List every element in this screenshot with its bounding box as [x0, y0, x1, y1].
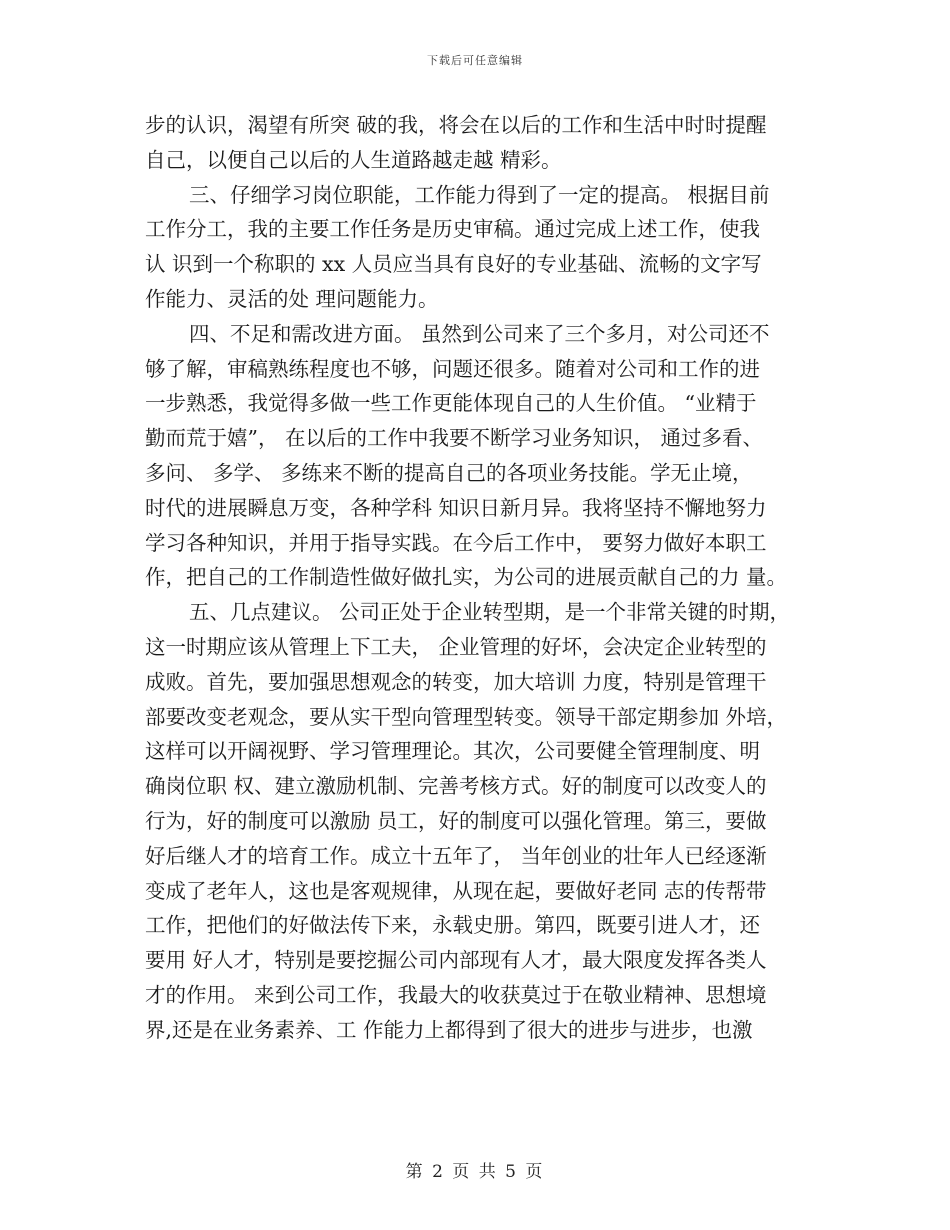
text-line: 作，把自己的工作制造性做好做扎实，为公司的进展贡献自己的力 量。	[145, 565, 788, 590]
text-line: 界,还是在业务素养、工 作能力上都得到了很大的进步与进步，也激	[145, 1017, 753, 1042]
text-line: 确岗位职 权、建立激励机制、完善考核方式。好的制度可以改变人的	[145, 774, 767, 799]
text-line: 作能力、灵活的处 理问题能力。	[145, 286, 439, 311]
section-five-heading-line: 五、几点建议。 公司正处于企业转型期，是一个非常关键的时期，	[189, 600, 791, 625]
text-line: 部要改变老观念，要从实干型向管理型转变。领导干部定期参加 外培，	[145, 704, 788, 729]
text-line: 工作，把他们的好做法传下来，永载史册。第四，既要引进人才，还	[145, 913, 760, 938]
section-three-heading-line: 三、仔细学习岗位职能，工作能力得到了一定的提高。 根据目前	[189, 182, 770, 207]
text-line: 成败。首先，要加强思想观念的转变，加大培训 力度，特别是管理干	[145, 669, 767, 694]
text-line: 一步熟悉，我觉得多做一些工作更能体现自己的人生价值。 “业精于	[145, 391, 757, 416]
page-footer: 第 2 页 共 5 页	[405, 1162, 545, 1182]
body-text	[145, 108, 810, 1048]
text-line: 要用 好人才，特别是要挖掘公司内部现有人才，最大限度发挥各类人	[145, 948, 767, 973]
text-line: 时代的进展瞬息万变，各种学科 知识日新月异。我将坚持不懈地努力	[145, 495, 767, 520]
text-line: 工作分工，我的主要工作任务是历史审稿。通过完成上述工作，使我	[145, 217, 760, 242]
text-line: 这一时期应该从管理上下工夫， 企业管理的好坏，会决定企业转型的	[145, 634, 767, 659]
text-line: 这样可以开阔视野、学习管理理论。其次，公司要健全管理制度、明	[145, 739, 760, 764]
page-header: 下载后可任意编辑	[427, 54, 523, 67]
text-line: 学习各种知识，并用于指导实践。在今后工作中， 要努力做好本职工	[145, 530, 767, 555]
text-line: 好后继人才的培育工作。成立十五年了， 当年创业的壮年人已经逐渐	[145, 843, 767, 868]
text-line: 认 识到一个称职的 xx 人员应当具有良好的专业基础、流畅的文字写	[145, 252, 762, 277]
text-line: 行为，好的制度可以激励 员工，好的制度可以强化管理。第三，要做	[145, 808, 767, 833]
text-line: 步的认识，渴望有所突 破的我，将会在以后的工作和生活中时时提醒	[145, 113, 767, 137]
text-line: 自己，以便自己以后的人生道路越走越 精彩。	[145, 147, 562, 172]
text-line: 勤而荒于嬉”， 在以后的工作中我要不断学习业务知识， 通过多看、	[145, 426, 764, 451]
text-line: 够了解，审稿熟练程度也不够，问题还很多。随着对公司和工作的进	[145, 356, 760, 381]
text-line: 才的作用。 来到公司工作，我最大的收获莫过于在敬业精神、思想境	[145, 982, 767, 1007]
section-four-heading-line: 四、不足和需改进方面。 虽然到公司来了三个多月，对公司还不	[189, 321, 770, 346]
text-line: 多问、 多学、 多练来不断的提高自己的各项业务技能。学无止境，	[145, 460, 753, 485]
text-line: 变成了老年人，这也是客观规律，从现在起，要做好老同 志的传帮带	[145, 878, 767, 903]
